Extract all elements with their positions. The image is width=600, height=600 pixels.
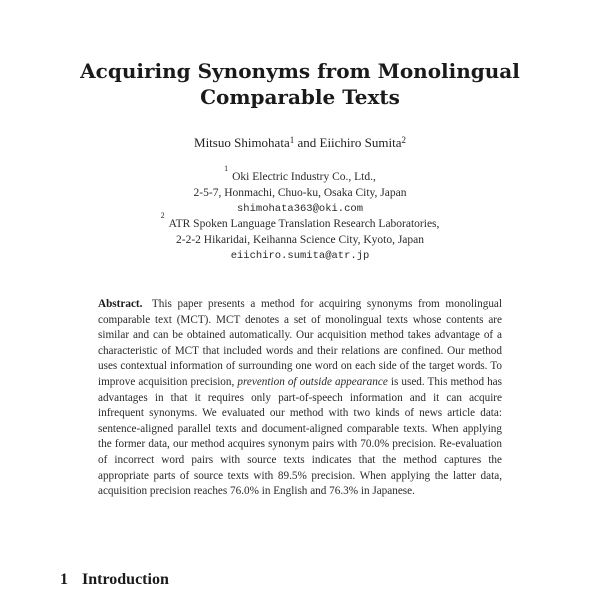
author-2: Eiichiro Sumita xyxy=(319,135,402,150)
affiliation-2-org-line xyxy=(0,212,600,232)
section-title: Introduction xyxy=(82,571,169,588)
section-number: 1 xyxy=(60,571,68,588)
abstract xyxy=(98,297,502,500)
abstract-text-after: is used. This method has advantages in that it requires only part-of-speech information and it can acquire infrequent synonyms. We evaluated our method with two kinds of news article data: sentence-aligned parallel texts and document-aligned comparable texts. When applying the former data, our method acquires synonym pairs with 70.0% precision. Re-evaluation of incorrect word pairs with source texts indicates that the method captures the appropriate parts of source texts with 89.5% precision. When applying the latter data, acquisition precision reaches 76.0% in English and 76.3% in Japanese. xyxy=(98,375,503,498)
author-1-mark: 1 xyxy=(289,135,295,145)
affiliation-1 xyxy=(0,165,600,217)
affiliation-2-address: 2-2-2 Hikaridai, Keihanna Science City, Kyoto, Japan xyxy=(175,233,425,246)
affiliation-1-email: shimohata363@oki.com xyxy=(236,202,364,215)
author-separator: and xyxy=(294,135,320,150)
author-1: Mitsuo Shimohata xyxy=(194,135,290,150)
title-line-1: Acquiring Synonyms from Monolingual xyxy=(80,59,520,83)
section-heading xyxy=(60,570,169,590)
affiliation-2-email: eiichiro.sumita@atr.jp xyxy=(230,249,370,262)
author-2-mark: 2 xyxy=(401,135,406,145)
affiliation-2-mark: 2 xyxy=(160,211,165,220)
affiliation-1-address: 2-5-7, Honmachi, Chuo-ku, Osaka City, Japan xyxy=(193,186,407,199)
abstract-emphasis: prevention of outside appearance xyxy=(237,375,388,388)
affiliation-2 xyxy=(0,212,600,264)
affiliation-2-org: ATR Spoken Language Translation Research Laboratories, xyxy=(168,217,440,230)
affiliation-1-org: Oki Electric Industry Co., Ltd., xyxy=(232,170,376,183)
abstract-label: Abstract. xyxy=(98,298,143,310)
title-line-2: Comparable Texts xyxy=(200,85,400,109)
affiliation-1-org-line xyxy=(0,165,600,185)
author-line xyxy=(0,135,600,151)
affiliation-1-mark: 1 xyxy=(224,164,229,173)
paper-title xyxy=(0,58,600,110)
abstract-text-before: This paper presents a method for acquiring synonyms from monolingual comparable text (MCT). MCT denotes a set of monolingual texts whose contents are similar and can be obtained automatically. Our acquisition method takes advantage of a characteristic of MCT that included words and their relations are confined. Our method uses contextual information of surrounding one word on each side of the target words. To improve acquisition precision, xyxy=(98,298,502,388)
